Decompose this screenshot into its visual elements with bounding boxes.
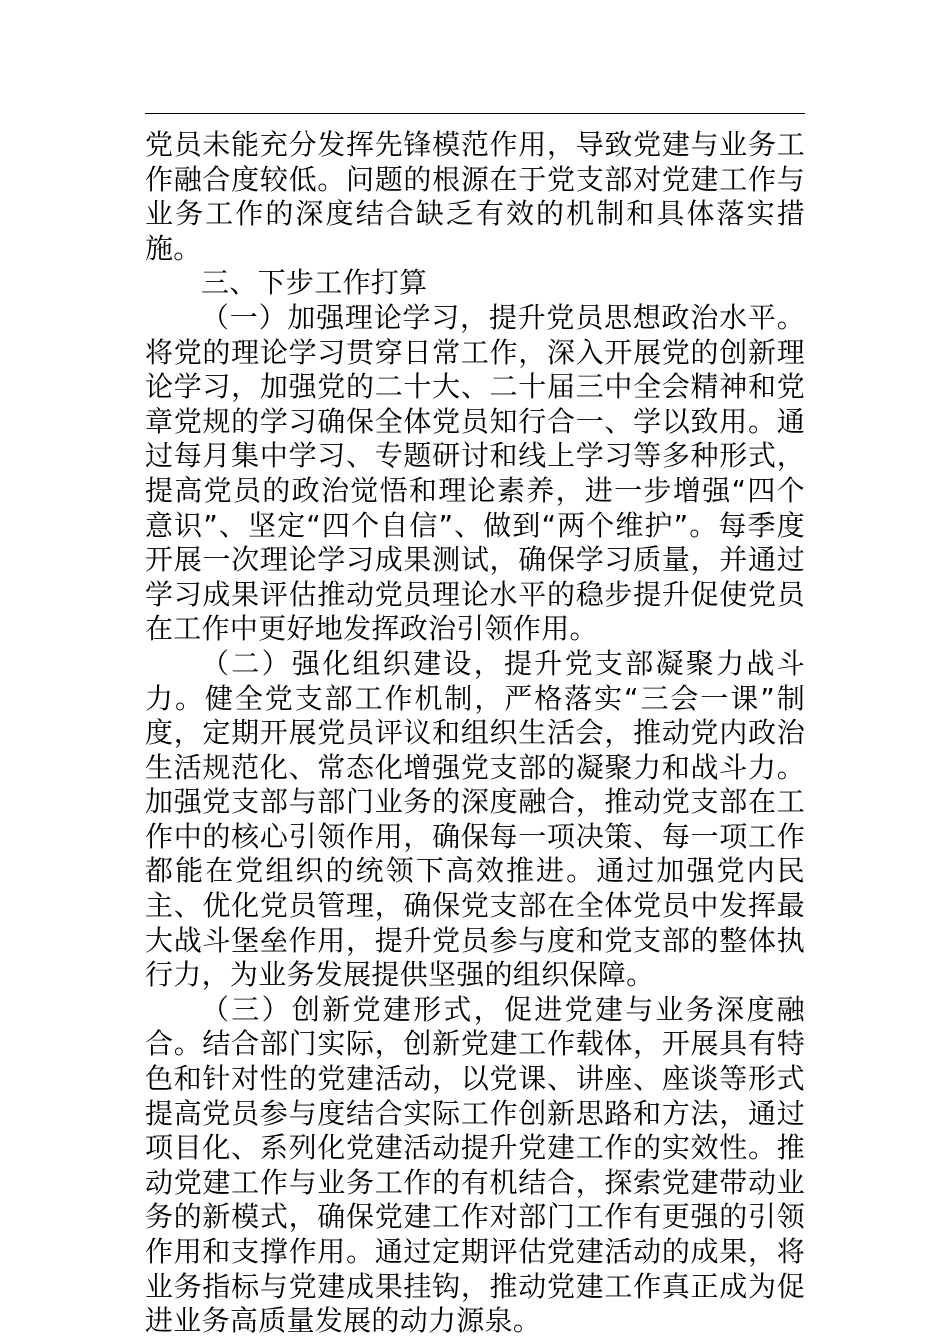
section-heading: 三、下步工作打算 bbox=[201, 266, 428, 300]
continuation-paragraph: 党员未能充分发挥先锋模范作用，导致党建与业务工作融合度较低。问题的根源在于党支部对党建工作与业务工作的深度结合缺乏有效的机制和具体落实措施。 bbox=[145, 128, 805, 265]
paragraph-1: （一）加强理论学习，提升党员思想政治水平。将党的理论学习贯穿日常工作，深入开展党的创新理论学习，加强党的二十大、二十届三中全会精神和党章党规的学习确保全体党员知行合一、学以致用。通过每月集中学习、专题研讨和线上学习等多种形式，提高党员的政治觉悟和理论素养，进一步增强“四个意识”、坚定“四个自信”、做到“两个维护”。每季度开展一次理论学习成果测试，确保学习质量，并通过学习成果评估推动党员理论水平的稳步提升促使党员在工作中更好地发挥政治引领作用。 bbox=[145, 300, 805, 646]
document-body bbox=[145, 128, 805, 1339]
paragraph-3: （三）创新党建形式，促进党建与业务深度融合。结合部门实际，创新党建工作载体，开展具有特色和针对性的党建活动，以党课、讲座、座谈等形式提高党员参与度结合实际工作创新思路和方法，通过项目化、系列化党建活动提升党建工作的实效性。推动党建工作与业务工作的有机结合，探索党建带动业务的新模式，确保党建工作对部门工作有更强的引领作用和支撑作用。通过定期评估党建活动的成果，将业务指标与党建成果挂钩，推动党建工作真正成为促进业务高质量发展的动力源泉。 bbox=[145, 992, 805, 1338]
header-rule bbox=[145, 113, 805, 114]
paragraph-2: （二）强化组织建设，提升党支部凝聚力战斗力。健全党支部工作机制，严格落实“三会一课”制度，定期开展党员评议和组织生活会，推动党内政治生活规范化、常态化增强党支部的凝聚力和战斗力。加强党支部与部门业务的深度融合，推动党支部在工作中的核心引领作用，确保每一项决策、每一项工作都能在党组织的统领下高效推进。通过加强党内民主、优化党员管理，确保党支部在全体党员中发挥最大战斗堡垒作用，提升党员参与度和党支部的整体执行力，为业务发展提供坚强的组织保障。 bbox=[145, 646, 805, 992]
